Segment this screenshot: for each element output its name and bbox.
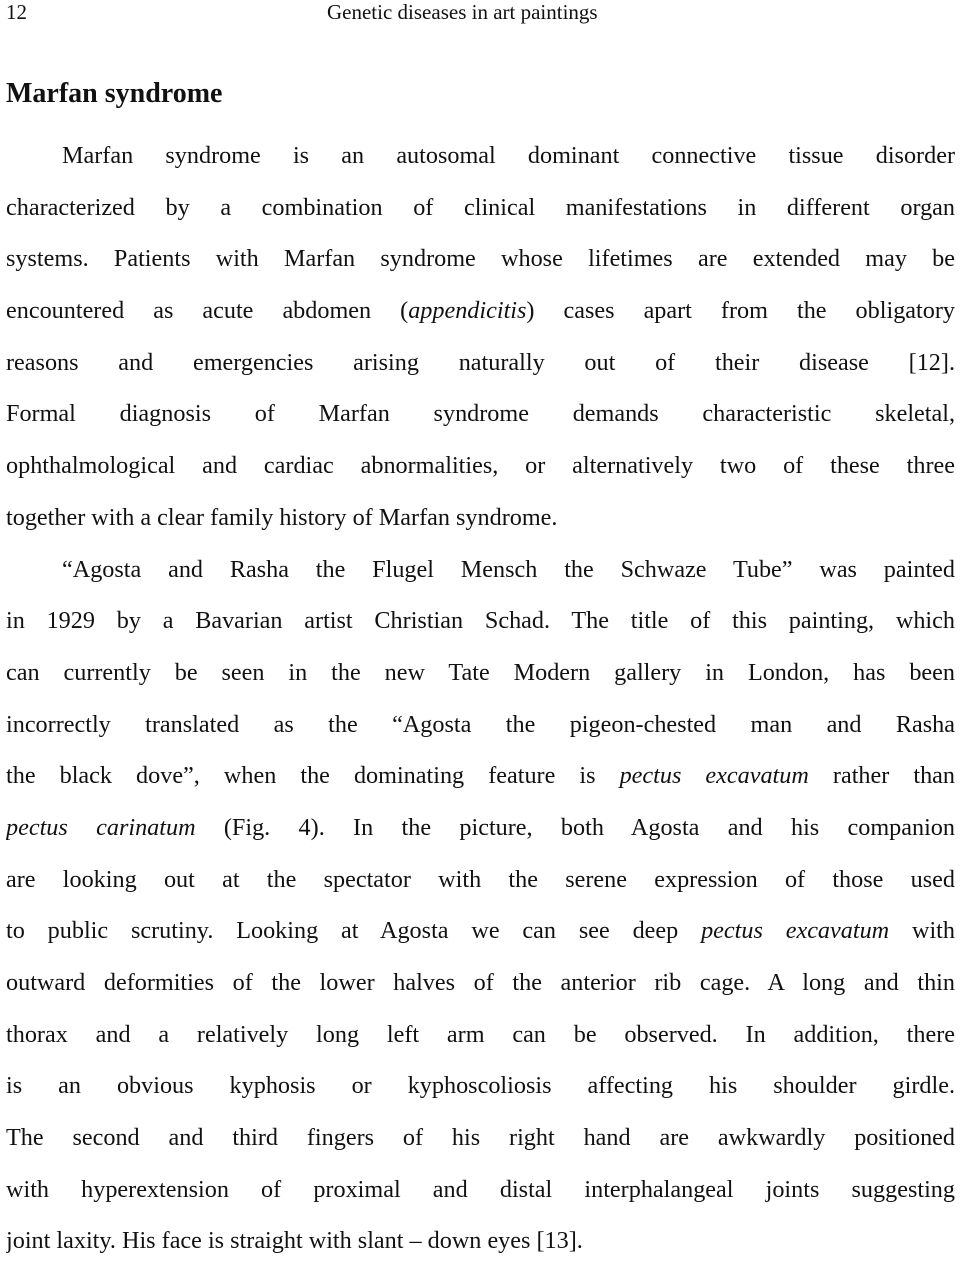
text-run: ) cases apart from the obligatory (526, 297, 955, 324)
text-line (6, 337, 955, 389)
text-run: The second and third fingers of his right hand are awkwardly positioned (6, 1124, 955, 1151)
text-line (6, 854, 955, 906)
text-run: together with a clear family history of Marfan syndrome. (6, 504, 557, 531)
text-line (6, 1164, 955, 1216)
text-line (6, 492, 955, 544)
text-line (6, 233, 955, 285)
text-run: can currently be seen in the new Tate Modern gallery in London, has been (6, 659, 955, 686)
text-run: is an obvious kyphosis or kyphoscoliosis affecting his shoulder girdle. (6, 1072, 955, 1099)
text-run: Formal diagnosis of Marfan syndrome demands characteristic skeletal, (6, 400, 955, 427)
text-run: joint laxity. His face is straight with slant – down eyes [13]. (6, 1227, 583, 1254)
running-header (0, 0, 960, 24)
paragraph (6, 544, 955, 1267)
text-line (6, 1009, 955, 1061)
section-heading: Marfan syndrome (6, 76, 222, 112)
text-line (6, 750, 955, 802)
text-run: with hyperextension of proximal and distal interphalangeal joints suggesting (6, 1176, 955, 1203)
text-line (6, 1060, 955, 1112)
text-line (6, 544, 955, 596)
paragraph-list (6, 130, 955, 1267)
text-run: in 1929 by a Bavarian artist Christian Schad. The title of this painting, which (6, 607, 955, 634)
text-run: are looking out at the spectator with the serene expression of those used (6, 866, 955, 893)
paragraph (6, 130, 955, 544)
text-run: thorax and a relatively long left arm can be observed. In addition, there (6, 1021, 955, 1048)
text-run: rather than (809, 762, 955, 789)
text-run: (Fig. 4). In the picture, both Agosta and his companion (196, 814, 955, 841)
text-run: Marfan syndrome is an autosomal dominant connective tissue disorder (62, 142, 955, 169)
text-run: the black dove”, when the dominating feature is (6, 762, 620, 789)
text-line (6, 388, 955, 440)
text-line (6, 595, 955, 647)
text-run: systems. Patients with Marfan syndrome whose lifetimes are extended may be (6, 245, 955, 272)
italic-term: pectus carinatum (6, 814, 196, 841)
text-line (6, 182, 955, 234)
text-run: ophthalmological and cardiac abnormalities, or alternatively two of these three (6, 452, 955, 479)
text-run: encountered as acute abdomen ( (6, 297, 408, 324)
text-line (6, 1112, 955, 1164)
text-line (6, 905, 955, 957)
text-line (6, 130, 955, 182)
text-run: outward deformities of the lower halves of the anterior rib cage. A long and thin (6, 969, 955, 996)
text-line (6, 802, 955, 854)
text-line (6, 699, 955, 751)
italic-term: pectus excavatum (701, 917, 889, 944)
text-run: to public scrutiny. Looking at Agosta we can see deep (6, 917, 701, 944)
text-line (6, 1215, 955, 1267)
text-run: incorrectly translated as the “Agosta the pigeon-chested man and Rasha (6, 711, 955, 738)
text-line (6, 647, 955, 699)
italic-term: pectus excavatum (620, 762, 809, 789)
italic-term: appendicitis (408, 297, 526, 324)
text-run: characterized by a combination of clinical manifestations in different organ (6, 194, 955, 221)
body-text (6, 130, 955, 1267)
text-run: reasons and emergencies arising naturally out of their disease [12]. (6, 349, 955, 376)
text-line (6, 957, 955, 1009)
text-run: with (889, 917, 955, 944)
text-line (6, 440, 955, 492)
page-number: 12 (6, 0, 27, 24)
running-title: Genetic diseases in art paintings (327, 0, 598, 24)
text-line (6, 285, 955, 337)
text-run: “Agosta and Rasha the Flugel Mensch the Schwaze Tube” was painted (62, 556, 955, 583)
